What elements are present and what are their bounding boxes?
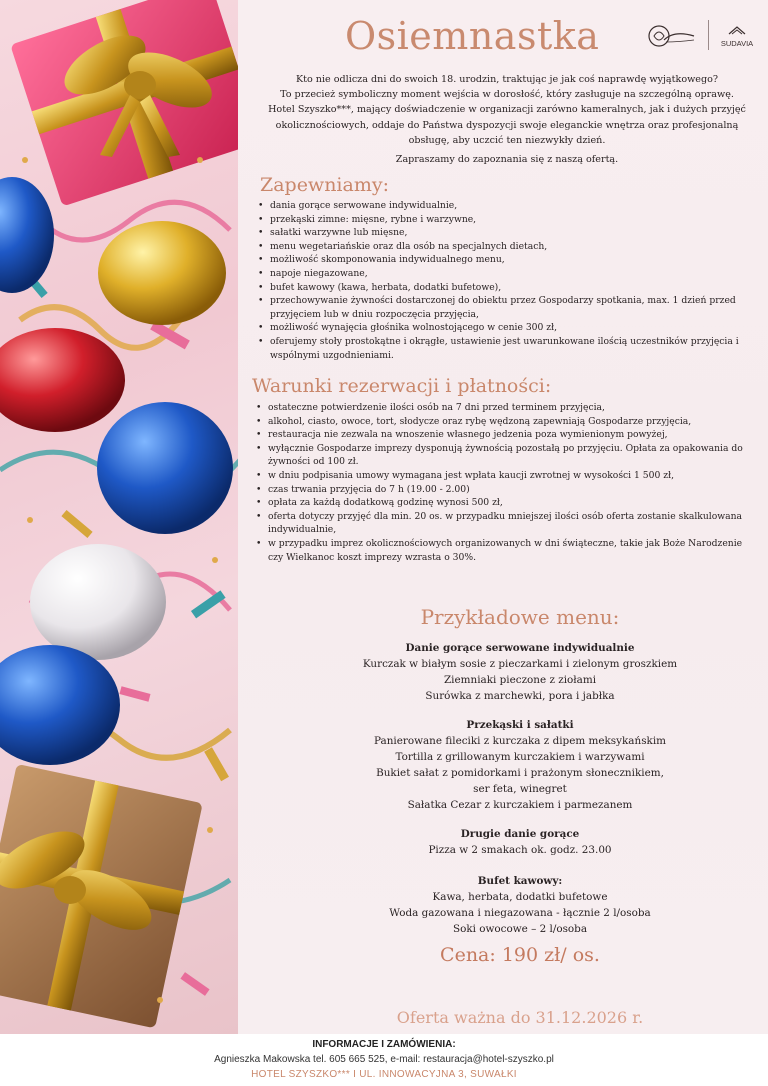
menu-line: Surówka z marchewki, pora i jabłka [425,690,615,702]
menu-line: Pizza w 2 smakach ok. godz. 23.00 [428,844,612,856]
offer-validity: Oferta ważna do 31.12.2026 r. [396,1008,644,1027]
list-item: • przechowywanie żywności dostarczonej do obiektu przez Gospodarzy spotkania, max. 1 dzień przed przyjęciem lub w dniu rozpoczęcia przyjęcia, [256,294,756,321]
menu-line: Bukiet sałat z pomidorkami i prażonym słonecznikiem, [376,767,664,779]
list-item: • ostateczne potwierdzenie ilości osób na 7 dni przed terminem przyjęcia, [254,401,754,415]
menu-block-title: Przekąski i sałatki [466,719,574,731]
intro-line: Kto nie odlicza dni do swoich 18. urodzin, traktując je jak coś naprawdę wyjątkowego? [295,74,719,85]
menu-line: Ziemniaki pieczone z ziołami [443,674,597,686]
menu-line: Soki owocowe – 2 l/osoba [452,923,588,935]
list-item: • restauracja nie zezwala na wnoszenie własnego jedzenia poza wymienionym powyżej, [254,428,754,442]
menu-line: Tortilla z grillowanym kurczakiem i warzywami [395,751,645,763]
list-item: • menu wegetariańskie oraz dla osób na specjalnych dietach, [256,240,756,254]
menu-line: Kurczak w białym sosie z pieczarkami i zielonym groszkiem [362,658,678,670]
menu-line: ser feta, winegret [473,783,567,795]
intro-text [252,72,762,167]
menu-block-coffee-buffet [300,873,740,937]
list-item: • w przypadku imprez okolicznościowych organizowanych w dni świąteczne, takie jak Boże Narodzenie czy Wielkanoc koszt imprezy wzrasta o 30%. [254,537,754,564]
footer [0,1034,768,1086]
footer-heading: INFORMACJE I ZAMÓWIENIA: [312,1039,456,1050]
menu-line: Kawa, herbata, dodatki bufetowe [432,891,608,903]
menu-block-second-hot-dish [300,826,740,858]
list-item: • oferta dotyczy przyjęć dla min. 20 os. w przypadku mniejszej ilości osób oferta zostanie skalkulowana indywidualnie, [254,510,754,537]
list-item: • napoje niegazowane, [256,267,756,281]
guarantee-list [256,199,756,362]
menu-block-title: Danie gorące serwowane indywidualnie [405,642,635,654]
footer-address: HOTEL SZYSZKO*** I UL. INNOWACYJNA 3, SUWAŁKI [251,1069,517,1080]
list-item: • możliwość wynajęcia głośnika wolnostojącego w cenie 300 zł, [256,321,756,335]
hotel-szyszko-logo [648,22,698,50]
intro-line: obsługę, aby uczcić ten niezwykły dzień. [408,134,606,146]
price-label: Cena: 190 zł/ os. [440,944,600,966]
list-item: • możliwość skomponowania indywidualnego menu, [256,253,756,267]
menu-heading: Przykładowe menu: [420,605,620,629]
menu-block-title: Drugie danie gorące [460,828,580,840]
menu-block-hot-dish [300,640,740,704]
footer-contact: Agnieszka Makowska tel. 605 665 525, e-mail: restauracja@hotel-szyszko.pl [214,1054,554,1065]
menu-block-appetizers [300,717,740,813]
party-decoration-image [0,0,238,1034]
list-item: • opłata za każdą dodatkową godzinę wynosi 500 zł, [254,496,754,510]
guarantee-heading: Zapewniamy: [260,174,389,196]
svg-text:SUDAVIA: SUDAVIA [720,39,754,48]
menu-line: Woda gazowana i niegazowana - łącznie 2 l/osoba [389,907,651,919]
list-item: • w dniu podpisania umowy wymagana jest wpłata kaucji zwrotnej w wysokości 1 500 zł, [254,469,754,483]
menu-line: Panierowane fileciki z kurczaka z dipem meksykańskim [373,735,667,747]
list-item: • bufet kawowy (kawa, herbata, dodatki bufetowe), [256,281,756,295]
terms-heading: Warunki rezerwacji i płatności: [252,375,552,397]
menu-line: Sałatka Cezar z kurczakiem i parmezanem [407,799,633,811]
list-item: • przekąski zimne: mięsne, rybne i warzywne, [256,213,756,227]
list-item: • czas trwania przyjęcia do 7 h (19.00 - 2.00) [254,483,754,497]
menu-block-title: Bufet kawowy: [477,875,563,887]
list-item: • sałatki warzywne lub mięsne, [256,226,756,240]
list-item: • dania gorące serwowane indywidualnie, [256,199,756,213]
intro-line: Hotel Szyszko***, mający doświadczenie w organizacji zarówno kameralnych, jak i dużych przyjęć [268,104,746,116]
intro-invite: Zapraszamy do zapoznania się z naszą ofertą. [395,154,619,166]
sudavia-logo [715,22,759,52]
list-item: • wyłącznie Gospodarze imprezy dysponują żywnością pozostałą po przyjęciu. Opłata za opakowania do żywności od 100 zł. [254,442,754,469]
terms-list [254,401,754,564]
list-item: • oferujemy stoły prostokątne i okrągłe, ustawienie jest uwarunkowane ilością uczestników przyjęcia i wspólnymi uzgodnieniami. [256,335,756,362]
logo-divider [708,20,709,50]
list-item: • alkohol, ciasto, owoce, tort, słodycze oraz rybę wędzoną zapewniają Gospodarze przyjęcia, [254,415,754,429]
intro-line: To przecież symboliczny moment wejścia w dorosłość, który zasługuje na szczególną oprawę. [280,89,734,101]
page-title: Osiemnastka [345,14,600,58]
intro-line: okolicznościowych, oddaje do Państwa dyspozycji swoje eleganckie wnętrza oraz profesjonalną [275,119,739,131]
balloons-gifts-illustration [0,0,238,1034]
